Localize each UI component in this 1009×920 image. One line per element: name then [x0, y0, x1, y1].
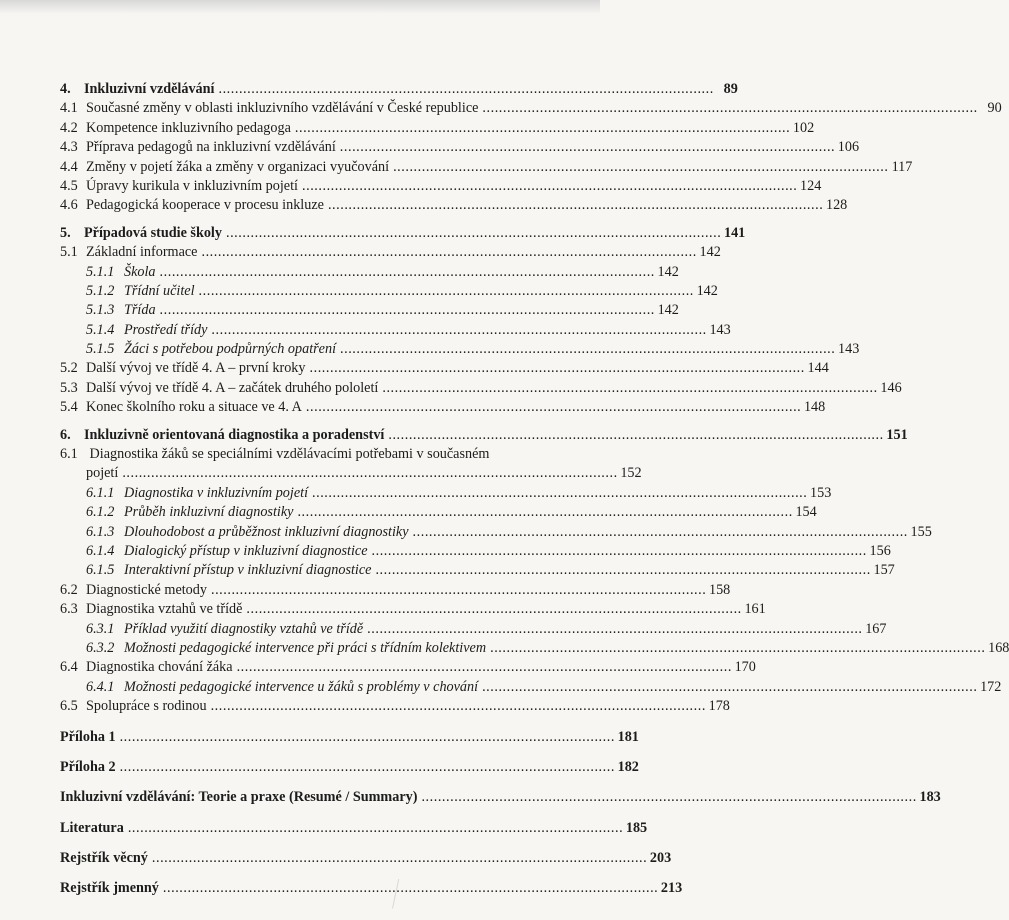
toc-number: 6.1.2	[86, 504, 115, 521]
toc-number: 6.3.1	[86, 620, 115, 637]
toc-page-number: 155	[910, 523, 932, 540]
toc-title: Příloha 1	[60, 728, 116, 745]
dot-leader	[482, 678, 975, 697]
toc-chapter-5[interactable]	[60, 224, 746, 243]
toc-section-6-2[interactable]	[60, 581, 731, 600]
toc-number: 5.	[60, 224, 71, 241]
toc-title: Diagnostické metody	[86, 581, 207, 598]
toc-number: 4.5	[60, 177, 78, 194]
toc-section-4-1[interactable]	[60, 99, 1002, 118]
toc-section-5-1[interactable]	[60, 243, 721, 262]
dot-leader	[237, 658, 730, 677]
toc-section-5-3[interactable]	[60, 379, 902, 398]
toc-page-number: 153	[810, 484, 832, 501]
toc-page-number: 143	[838, 341, 860, 358]
toc-title: Současné změny v oblasti inkluzivního vzdělávání v České republice	[86, 100, 479, 117]
toc-page-number: 90	[987, 100, 1002, 117]
toc-title: Spolupráce s rodinou	[86, 698, 207, 715]
toc-section-4-4[interactable]	[60, 158, 913, 177]
toc-number: 6.4.1	[86, 678, 115, 695]
toc-title: Inkluzivní vzdělávání: Teorie a praxe (Resumé / Summary)	[60, 789, 418, 806]
toc-title: Literatura	[60, 819, 124, 836]
toc-section-4-6[interactable]	[60, 196, 848, 215]
toc-page-number: 148	[803, 399, 826, 416]
toc-title: Třída	[124, 302, 156, 319]
toc-number: 6.1.3	[86, 523, 115, 540]
dot-leader	[421, 788, 914, 807]
toc-page-number: 142	[699, 244, 721, 261]
toc-title: Diagnostika žáků se speciálními vzdělávacími potřebami v současném	[89, 446, 490, 463]
toc-page-number: 151	[886, 426, 908, 443]
toc-name-index[interactable]	[60, 879, 683, 898]
toc-title: Základní informace	[86, 244, 198, 261]
toc-page-number: 182	[617, 758, 639, 775]
toc-appendix-1[interactable]	[60, 728, 639, 747]
toc-number: 5.1.1	[86, 263, 115, 280]
toc-page-number: 117	[891, 158, 913, 175]
toc-page-number: 141	[723, 224, 746, 241]
toc-page-number: 167	[865, 620, 887, 637]
toc-page-number: 157	[873, 562, 895, 579]
toc-title: Příloha 2	[60, 758, 116, 775]
toc-page-number: 154	[795, 504, 817, 521]
toc-subsection-6-1-5[interactable]	[60, 561, 895, 580]
toc-page-number: 170	[734, 659, 756, 676]
toc-page-number: 213	[660, 880, 683, 897]
toc-title: Prostředí třídy	[124, 321, 208, 338]
toc-number: 6.3	[60, 601, 78, 618]
toc-title: Žáci s potřebou podpůrných opatření	[124, 341, 337, 358]
toc-subsection-5-1-5[interactable]	[60, 340, 860, 359]
toc-page-number: 181	[617, 728, 639, 745]
dot-leader	[201, 243, 694, 262]
toc-number: 5.4	[60, 399, 78, 416]
toc-number: 5.1.3	[86, 302, 115, 319]
toc-page-number: 142	[657, 302, 679, 319]
dot-leader	[413, 523, 906, 542]
toc-title: Dlouhodobost a průběžnost inkluzivní diagnostiky	[124, 523, 409, 540]
toc-title: Inkluzivně orientovaná diagnostika a poradenství	[84, 426, 385, 443]
toc-number: 4.1	[60, 100, 78, 117]
toc-subsection-6-1-3[interactable]	[60, 523, 932, 542]
toc-page-number: 102	[792, 119, 815, 136]
dot-leader	[297, 503, 790, 522]
toc-number: 5.1.4	[86, 321, 115, 338]
toc-page-number: 156	[869, 542, 891, 559]
dot-leader	[246, 600, 739, 619]
dot-leader	[120, 728, 613, 747]
toc-chapter-6[interactable]	[60, 426, 908, 445]
toc-page-number: 168	[988, 639, 1009, 656]
toc-page-number: 124	[800, 177, 822, 194]
toc-number: 6.1.5	[86, 562, 115, 579]
toc-section-4-2[interactable]	[60, 119, 815, 138]
toc-subsection-6-3-2[interactable]	[60, 639, 1009, 658]
toc-number: 4.	[60, 81, 71, 97]
dot-leader	[372, 542, 865, 561]
dot-leader	[211, 697, 704, 716]
toc-title: Další vývoj ve třídě 4. A – začátek druhého pololetí	[86, 379, 379, 396]
dot-leader	[160, 301, 653, 320]
toc-number: 6.4	[60, 659, 78, 676]
toc-title: Další vývoj ve třídě 4. A – první kroky	[86, 360, 306, 377]
toc-number: 6.1	[60, 446, 78, 463]
toc-number: 5.3	[60, 379, 78, 396]
dot-leader	[340, 340, 833, 359]
toc-number: 5.1	[60, 244, 78, 261]
toc-title: Pedagogická kooperace v procesu inkluze	[86, 197, 324, 214]
toc-subsection-6-1-1[interactable]	[60, 484, 832, 503]
toc-title: Diagnostika chování žáka	[86, 659, 233, 676]
toc-number: 4.3	[60, 139, 78, 156]
dot-leader	[211, 581, 704, 600]
toc-number: 5.1.2	[86, 282, 115, 299]
toc-title: Změny v pojetí žáka a změny v organizaci vyučování	[86, 158, 390, 175]
toc-subject-index[interactable]	[60, 849, 672, 868]
toc-subsection-5-1-3[interactable]	[60, 301, 679, 320]
toc-literature[interactable]	[60, 819, 648, 838]
dot-leader	[152, 849, 645, 868]
toc-subsection-6-1-2[interactable]	[60, 503, 817, 522]
dot-leader	[295, 119, 788, 138]
toc-title: Případová studie školy	[84, 224, 222, 241]
toc-title: Interaktivní přístup v inkluzivní diagnostice	[124, 562, 372, 579]
toc-title: Třídní učitel	[124, 282, 195, 299]
toc-page-number: 172	[980, 678, 1002, 695]
dot-leader	[375, 561, 868, 580]
toc-number: 4.2	[60, 119, 78, 136]
dot-leader	[312, 484, 805, 503]
toc-page-number: 152	[620, 465, 642, 482]
toc-section-6-1-line2[interactable]	[60, 464, 642, 483]
toc-page-number: 203	[649, 850, 672, 867]
page-top-edge	[0, 0, 600, 14]
toc-number: 5.1.5	[86, 341, 115, 358]
dot-leader	[226, 224, 719, 243]
toc-title: Úpravy kurikula v inkluzivním pojetí	[86, 177, 298, 194]
toc-title: Inkluzivní vzdělávání	[84, 81, 215, 97]
dot-leader	[393, 158, 886, 177]
toc-page-number: 144	[807, 360, 829, 377]
toc-title: Příprava pedagogů na inkluzivní vzdělávání	[86, 139, 336, 156]
toc-title: Rejstřík věcný	[60, 850, 148, 867]
dot-leader	[388, 426, 881, 445]
toc-section-6-4[interactable]	[60, 658, 756, 677]
toc-title: Kompetence inkluzivního pedagoga	[86, 119, 291, 136]
toc-appendix-2[interactable]	[60, 758, 639, 777]
toc-page-number: 143	[709, 321, 731, 338]
toc-number: 6.1.1	[86, 484, 115, 501]
toc-title: Dialogický přístup v inkluzivní diagnostice	[124, 542, 368, 559]
toc-title: Škola	[124, 263, 156, 280]
toc-summary[interactable]	[60, 788, 941, 807]
toc-section-6-3[interactable]	[60, 600, 766, 619]
toc-section-4-5[interactable]	[60, 177, 822, 196]
toc-page-number: 158	[708, 581, 731, 598]
toc-chapter-4[interactable]	[60, 80, 738, 99]
toc-number: 6.3.2	[86, 639, 115, 656]
toc-page-number: 161	[744, 601, 766, 618]
toc-page-number: 185	[625, 819, 648, 836]
toc-subsection-6-3-1[interactable]	[60, 620, 887, 639]
toc-section-6-5[interactable]	[60, 697, 730, 716]
toc-title: Diagnostika v inkluzivním pojetí	[124, 484, 309, 501]
dot-leader	[340, 138, 833, 157]
dot-leader	[160, 263, 653, 282]
toc-number: 6.2	[60, 581, 78, 598]
dot-leader	[367, 620, 860, 639]
toc-title: Možnosti pedagogické intervence u žáků s problémy v chování	[124, 678, 479, 695]
toc-page-number: 106	[837, 139, 860, 156]
dot-leader	[120, 758, 613, 777]
toc-title: Průběh inkluzivní diagnostiky	[124, 504, 294, 521]
toc-number: 6.5	[60, 698, 78, 715]
table-of-contents	[60, 80, 1009, 899]
toc-page-number: 178	[708, 698, 730, 715]
toc-number: 4.4	[60, 158, 78, 175]
toc-title: Možnosti pedagogické intervence při práci s třídním kolektivem	[124, 639, 487, 656]
toc-page-number: 146	[880, 379, 902, 396]
toc-number: 4.6	[60, 197, 78, 214]
toc-number: 5.2	[60, 360, 78, 377]
dot-leader	[122, 464, 615, 483]
dot-leader	[482, 99, 975, 118]
toc-page-number: 128	[825, 197, 848, 214]
dot-leader	[490, 639, 983, 658]
toc-subsection-6-1-4[interactable]	[60, 542, 891, 561]
toc-section-5-4[interactable]	[60, 398, 826, 417]
toc-page-number: 183	[919, 789, 941, 806]
toc-subsection-5-1-1[interactable]	[60, 263, 679, 282]
dot-leader	[306, 398, 799, 417]
toc-page-number: 142	[657, 263, 679, 280]
dot-leader	[328, 196, 821, 215]
dot-leader	[310, 359, 803, 378]
dot-leader	[128, 819, 621, 838]
toc-page-number: 89	[723, 81, 738, 97]
toc-page-number: 142	[696, 282, 718, 299]
dot-leader	[218, 80, 711, 99]
toc-title: Konec školního roku a situace ve 4. A	[86, 399, 302, 416]
dot-leader	[211, 321, 704, 340]
toc-section-4-3[interactable]	[60, 138, 860, 157]
toc-title: Příklad využití diagnostiky vztahů ve třídě	[124, 620, 364, 637]
toc-subsection-5-1-4[interactable]	[60, 321, 731, 340]
toc-section-6-1-line1[interactable]	[60, 445, 580, 464]
dot-leader	[382, 379, 875, 398]
toc-title: Rejstřík jmenný	[60, 880, 159, 897]
toc-section-5-2[interactable]	[60, 359, 829, 378]
toc-title-continued: pojetí	[86, 465, 119, 482]
dot-leader	[199, 282, 692, 301]
toc-number: 6.	[60, 426, 71, 443]
toc-subsection-5-1-2[interactable]	[60, 282, 718, 301]
toc-title: Diagnostika vztahů ve třídě	[86, 601, 243, 618]
toc-subsection-6-4-1[interactable]	[60, 678, 1002, 697]
toc-number: 6.1.4	[86, 542, 115, 559]
dot-leader	[302, 177, 795, 196]
